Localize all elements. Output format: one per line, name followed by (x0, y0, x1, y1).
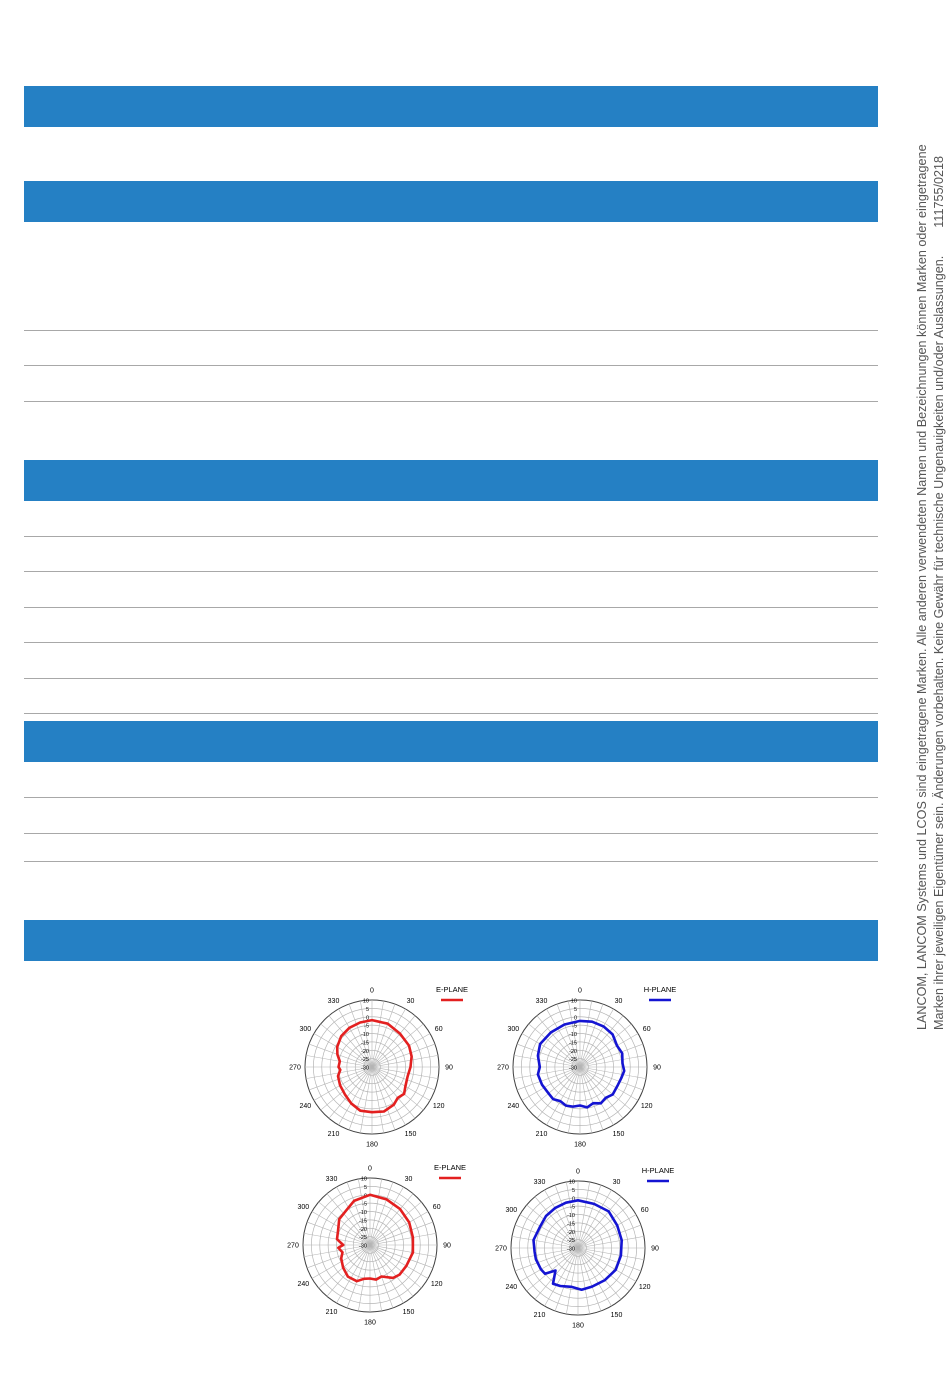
angle-tick-label: 300 (299, 1026, 312, 1033)
angle-tick-label: 60 (640, 1207, 649, 1214)
angle-tick-label: 300 (297, 1204, 310, 1211)
angle-tick-label: 240 (297, 1281, 310, 1288)
radial-tick-label: -30 (569, 1065, 577, 1072)
legend-label: H-PLANE (641, 1166, 675, 1175)
angle-tick-label: 90 (445, 1064, 453, 1072)
angle-tick-label: 30 (612, 1178, 621, 1186)
radial-tick-label: -10 (361, 1032, 369, 1038)
radial-tick-label: 10 (362, 998, 369, 1005)
angle-tick-label: 0 (368, 1165, 372, 1173)
angle-tick-label: 150 (612, 1131, 625, 1139)
angle-tick-label: 330 (327, 997, 340, 1005)
legend-label: H-PLANE (643, 985, 677, 994)
angle-tick-label: 300 (507, 1026, 520, 1033)
radial-tick-label: 0 (363, 1193, 367, 1200)
angle-tick-label: 90 (651, 1245, 659, 1253)
polar-chart-h-plane (497, 985, 676, 1149)
radial-tick-label: -15 (359, 1218, 367, 1225)
legal-disclaimer-line-2-text: Marken ihrer jeweiligen Eigentümer sein. Änderungen vorbehalten. Keine Gewähr für technische Ungenauigkeiten und/oder Auslassungen. (932, 255, 946, 1030)
radial-tick-label: -20 (569, 1048, 577, 1055)
angle-tick-label: 30 (614, 997, 623, 1005)
angle-tick-label: 180 (572, 1322, 584, 1330)
angle-tick-label: 90 (653, 1064, 661, 1072)
radial-tick-label: 0 (365, 1015, 369, 1022)
angle-tick-label: 270 (495, 1245, 507, 1253)
radial-tick-label: -10 (359, 1210, 367, 1216)
angle-tick-label: 240 (299, 1103, 312, 1110)
angle-tick-label: 330 (533, 1178, 546, 1186)
angle-tick-label: 330 (325, 1175, 338, 1183)
angle-tick-label: 0 (576, 1168, 580, 1176)
radial-tick-label: 10 (568, 1179, 575, 1186)
polar-chart-e-plane (287, 1163, 466, 1327)
angle-tick-label: 210 (325, 1309, 338, 1317)
radial-tick-label: -25 (569, 1057, 577, 1064)
document-code: 111755/0218 (932, 156, 946, 228)
radial-tick-label: 5 (363, 1184, 367, 1191)
radial-tick-label: -5 (362, 1201, 367, 1208)
angle-tick-label: 120 (430, 1281, 443, 1288)
radial-tick-label: -15 (569, 1040, 577, 1047)
radial-tick-label: -15 (567, 1221, 575, 1228)
radial-tick-label: 5 (573, 1006, 577, 1013)
angle-tick-label: 120 (432, 1103, 445, 1110)
radial-tick-label: -10 (569, 1032, 577, 1038)
radial-tick-label: -30 (567, 1246, 575, 1253)
angle-tick-label: 180 (366, 1141, 378, 1149)
angle-tick-label: 30 (404, 1175, 413, 1183)
angle-tick-label: 0 (370, 987, 374, 995)
angle-tick-label: 90 (443, 1242, 451, 1250)
angle-tick-label: 60 (642, 1026, 651, 1033)
angle-tick-label: 0 (578, 987, 582, 995)
legend-label: E-PLANE (433, 1163, 467, 1172)
angle-tick-label: 180 (364, 1319, 376, 1327)
angle-tick-label: 120 (640, 1103, 653, 1110)
angle-tick-label: 60 (434, 1026, 443, 1033)
radial-tick-label: 10 (360, 1176, 367, 1183)
angle-tick-label: 150 (404, 1131, 417, 1139)
angle-tick-label: 240 (505, 1284, 518, 1291)
radial-tick-label: -20 (361, 1048, 369, 1055)
radial-tick-label: -15 (361, 1040, 369, 1047)
radial-tick-label: -25 (567, 1238, 575, 1245)
radial-tick-label: -25 (361, 1057, 369, 1064)
angle-tick-label: 180 (574, 1141, 586, 1149)
radial-tick-label: 5 (365, 1006, 369, 1013)
angle-tick-label: 300 (505, 1207, 518, 1214)
radial-tick-label: 5 (571, 1187, 575, 1194)
angle-tick-label: 60 (432, 1204, 441, 1211)
radial-tick-label: -30 (359, 1243, 367, 1250)
legal-disclaimer-line-1: LANCOM, LANCOM Systems und LCOS sind eingetragene Marken. Alle anderen verwendeten Namen und Bezeichnungen können Marken oder eingetragene (915, 144, 929, 1030)
radial-tick-label: -30 (361, 1065, 369, 1072)
radial-tick-label: -20 (567, 1229, 575, 1236)
legend-label: E-PLANE (435, 985, 469, 994)
angle-tick-label: 210 (533, 1312, 546, 1320)
radial-tick-label: 0 (571, 1196, 575, 1203)
radial-tick-label: -5 (572, 1023, 577, 1030)
radial-tick-label: -25 (359, 1235, 367, 1242)
radial-tick-label: 10 (570, 998, 577, 1005)
angle-tick-label: 210 (327, 1131, 340, 1139)
angle-tick-label: 210 (535, 1131, 548, 1139)
angle-tick-label: 270 (497, 1064, 509, 1072)
radial-tick-label: 0 (573, 1015, 577, 1022)
angle-tick-label: 120 (638, 1284, 651, 1291)
angle-tick-label: 150 (610, 1312, 623, 1320)
angle-tick-label: 150 (402, 1309, 415, 1317)
angle-tick-label: 270 (287, 1242, 299, 1250)
polar-chart-e-plane (289, 985, 468, 1149)
angle-tick-label: 270 (289, 1064, 301, 1072)
radial-tick-label: -5 (364, 1023, 369, 1030)
angle-tick-label: 30 (406, 997, 415, 1005)
radial-tick-label: -5 (570, 1204, 575, 1211)
polar-chart-h-plane (495, 1166, 674, 1330)
radial-tick-label: -10 (567, 1213, 575, 1219)
angle-tick-label: 330 (535, 997, 548, 1005)
radial-tick-label: -20 (359, 1226, 367, 1233)
angle-tick-label: 240 (507, 1103, 520, 1110)
